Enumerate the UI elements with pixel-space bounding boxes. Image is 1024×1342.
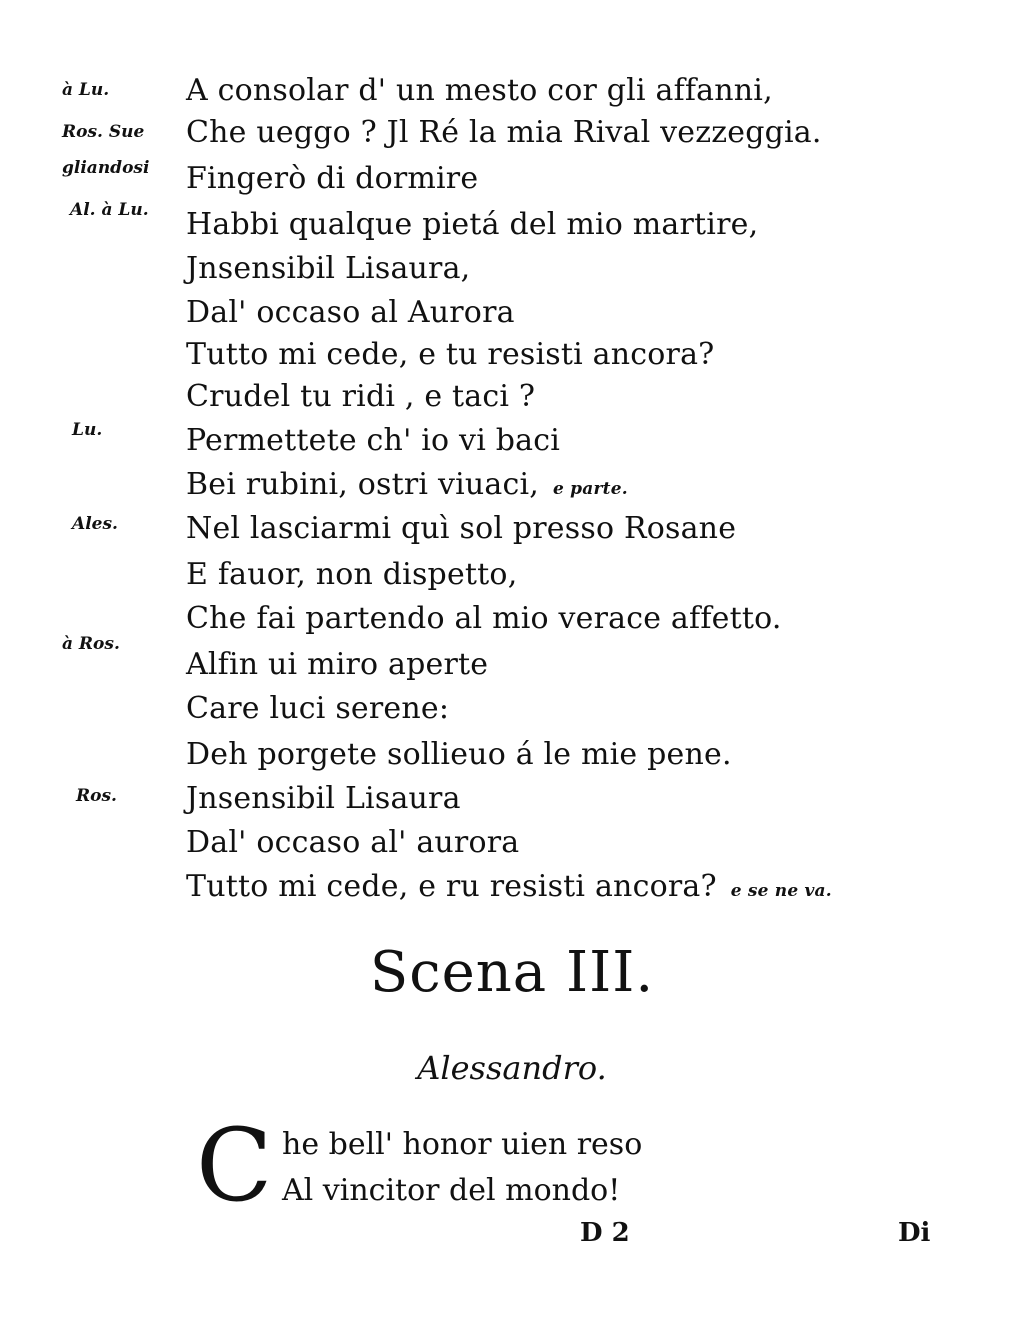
character-name: Alessandro.: [417, 1049, 607, 1087]
speaker-lu: Lu.: [72, 420, 103, 440]
verse-line: E fauor, non dispetto,: [186, 557, 518, 592]
verse-line: Jnsensibil Lisaura,: [186, 251, 471, 286]
signature-mark: D 2: [580, 1218, 630, 1248]
speaker-ales: Ales.: [72, 514, 118, 534]
verse-text: Tutto mi cede, e ru resisti ancora?: [186, 869, 717, 904]
verse-line: Habbi qualque pietá del mio martire,: [186, 207, 759, 242]
verse-line: Dal' occaso al Aurora: [186, 295, 515, 330]
speaker-a-lu: à Lu.: [62, 80, 110, 100]
opening-line-1: he bell' honor uien reso: [282, 1127, 643, 1162]
verse-line: Fingerò di dormire: [186, 161, 479, 196]
verse-line: Che ueggo ? Jl Ré la mia Rival vezzeggia.: [186, 115, 822, 150]
speaker-ros: Ros.: [76, 786, 117, 806]
opening-line-2: Al vincitor del mondo!: [282, 1173, 621, 1208]
stage-direction-se-ne-va: e se ne va.: [730, 881, 832, 901]
verse-line: Crudel tu ridi , e taci ?: [186, 379, 536, 414]
speaker-a-ros: à Ros.: [62, 634, 120, 654]
speaker-al-a-lu: Al. à Lu.: [70, 200, 149, 220]
speaker-ros-sue: Ros. Sue: [62, 122, 145, 142]
verse-line: Permettete ch' io vi baci: [186, 423, 561, 458]
verse-line: Che fai partendo al mio verace affetto.: [186, 601, 782, 636]
drop-cap: C: [196, 1107, 273, 1224]
verse-line: Nel lasciarmi quì sol presso Rosane: [186, 511, 737, 546]
speaker-gliandosi: gliandosi: [62, 158, 150, 178]
verse-text: Bei rubini, ostri viuaci,: [186, 467, 540, 502]
verse-line: A consolar d' un mesto cor gli affanni,: [186, 73, 773, 108]
catchword: Di: [898, 1218, 931, 1248]
verse-line: Deh porgete sollieuo á le mie pene.: [186, 737, 732, 772]
verse-line: Dal' occaso al' aurora: [186, 825, 520, 860]
verse-line: Care luci serene:: [186, 691, 450, 726]
verse-line: Tutto mi cede, e tu resisti ancora?: [186, 337, 715, 372]
scene-title: Scena III.: [369, 940, 655, 1005]
verse-line-with-direction: [186, 466, 628, 508]
stage-direction-parte: e parte.: [553, 479, 628, 499]
verse-line: Jnsensibil Lisaura: [186, 781, 461, 816]
verse-line-with-direction: [186, 868, 832, 910]
verse-line: Alfin ui miro aperte: [186, 647, 489, 682]
